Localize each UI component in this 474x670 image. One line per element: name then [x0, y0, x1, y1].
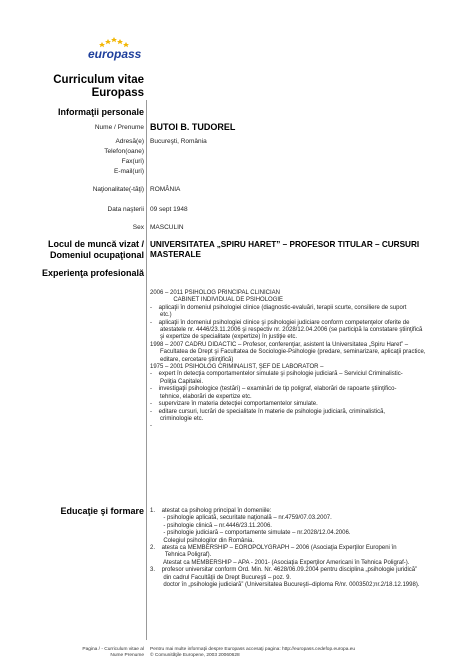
list-item: Poliţia Capitalei.: [150, 378, 204, 385]
name-label: Nume / Prenume: [94, 124, 144, 131]
footer-name-label: Nume Prenume: [110, 653, 144, 658]
list-item: Atestat ca MEMBERSHIP – APA - 2001- (Asociaţia Experţilor Americani în Tehnica Poligraf-).: [150, 559, 410, 566]
list-item: din cadrul Facultăţii de Drept Bucureşti – poz. 9.: [150, 574, 292, 581]
address-value: Bucureşti, România: [150, 138, 207, 145]
list-item: 1975 – 2001 PSIHOLOG CRIMINALIST, ŞEF DE LABORATOR –: [150, 364, 324, 371]
fax-label: Fax(uri): [121, 158, 144, 165]
list-item: - psihologie judiciară – comportamente simulate – nr.2028/12.04.2006.: [150, 530, 351, 537]
column-divider: [146, 100, 147, 640]
list-item: - aplicaţii în domeniul psihologiei clinice (diagnostic-evaluări, terapii scurte, consiliere de suport: [150, 304, 407, 311]
nationality-label: Naţionalitate(-tăţi): [92, 186, 144, 193]
list-item: CABINET INDIVIDUAL DE PSIHOLOGIE: [150, 297, 284, 304]
sex-value: MASCULIN: [150, 224, 184, 231]
name-value: BUTOI B. TUDOREL: [150, 122, 236, 132]
list-item: Colegiul psihologilor din România.: [150, 537, 255, 544]
phone-label: Telefon(oane): [104, 148, 144, 155]
cv-title-line2: Europass: [91, 87, 144, 99]
cv-title-line1: Curriculum vitae: [53, 74, 144, 86]
job-target-label-line1: Locul de muncă vizat /: [47, 239, 144, 249]
footer-right: [150, 647, 355, 659]
list-item: 1998 – 2007 CADRU DIDACTIC – Profesor, conferenţiar, asistent la Universitatea „Spiru Haret” –: [150, 341, 409, 348]
list-item: - psihologie aplicată, securitate naţională – nr.4759/07.03.2007.: [150, 515, 332, 522]
list-item: criminologie etc.: [150, 415, 204, 422]
europass-wordmark: europass: [88, 47, 142, 61]
list-item: - investigaţii psihologice (testări) – examinări de tip poligraf, elaborări de rapoarte ştiinţifico-: [150, 386, 397, 393]
education-heading: Educaţie şi formare: [60, 506, 144, 516]
list-item: 1. atestat ca psiholog principal în domeniile:: [150, 508, 272, 514]
list-item: - editare cursuri, lucrări de specialitate în materie de psihologie judiciară, criminalistică,: [150, 408, 386, 415]
birth-date-label: Data naşterii: [107, 206, 144, 213]
list-item: etc.): [150, 312, 172, 319]
experience-heading: Experienţa profesională: [41, 268, 144, 278]
list-item: 2006 – 2011 PSIHOLOG PRINCIPAL CLINICIAN: [150, 290, 280, 296]
list-item: 3. profesor universitar conform Ord. Min. Nr. 4628/06.09.2004 pentru disciplina „psihologie juridică”: [150, 567, 418, 574]
list-item: editare, cercetare ştiinţifică): [150, 356, 234, 363]
list-item: tehnice, elaborări de expertize etc.: [150, 393, 252, 400]
list-item: atestatele nr. 4446/23.11.2006 şi respectiv nr. 2028/12.04.2006 (se participă la constatare ştiinţifică: [150, 327, 423, 334]
education-list: [150, 508, 440, 589]
list-item: - supervizare în materia detecţiei comportamentelor simulate.: [150, 401, 318, 408]
personal-info-heading: Informaţii personale: [57, 107, 144, 117]
list-item: Facultatea de Drept şi Facultatea de Sociologie-Psihologie (predare, seminarizare, aplicaţii practice,: [150, 349, 426, 356]
footer-page-label: Pagina / - Curriculum vitae al: [82, 647, 144, 652]
nationality-value: ROMÂNIA: [150, 186, 181, 193]
list-item: şi expertize de specialitate (expertize) în justiţie etc.: [150, 334, 298, 341]
list-item: - aplicaţii în domeniul psihologiei clinice şi psihologiei judiciare conform competenţelor oferite de: [150, 319, 410, 326]
list-item: - expert în detecţia comportamentelor simulate şi psihologie judiciară – Serviciul Criminalistic-: [150, 371, 403, 378]
europass-logo: [84, 35, 150, 65]
job-target-heading: [48, 239, 144, 261]
footer-info-link[interactable]: Pentru mai multe informaţii despre Europass accesaţi pagina: http://europass.cedefop.europa.eu: [150, 647, 356, 652]
job-target-value-line2: MASTERALE: [150, 250, 201, 259]
experience-list: [150, 290, 440, 431]
cv-title: [53, 74, 144, 100]
job-target-value-line1: UNIVERSITATEA „SPIRU HARET” – PROFESOR TITULAR – CURSURI: [150, 240, 420, 249]
list-item: -: [150, 423, 152, 430]
email-label: E-mail(uri): [114, 168, 144, 175]
list-item: Tehnica Poligraf).: [150, 552, 212, 559]
list-item: doctor în „psihologie judiciară” (Universitatea Bucureşti–diploma R/nr. 0003502;nr.2/18.12.1998).: [150, 582, 420, 589]
sex-label: Sex: [132, 224, 144, 231]
birth-date-value: 09 sept 1948: [150, 206, 188, 213]
address-label: Adresă(e): [115, 138, 144, 145]
footer-left: [82, 647, 144, 659]
footer-copyright: © Comunităţile Europene, 2003 20060628: [150, 653, 240, 658]
job-target-label-line2: Domeniul ocupaţional: [49, 250, 144, 260]
list-item: 2. atesta ca MEMBERSHIP – EOROPOLYGRAPH – 2006 (Asociaţia Experţilor Europeni în: [150, 545, 397, 552]
list-item: - psihologie clinică – nr.4446/23.11.2006.: [150, 522, 272, 529]
job-target-value: [150, 240, 450, 260]
